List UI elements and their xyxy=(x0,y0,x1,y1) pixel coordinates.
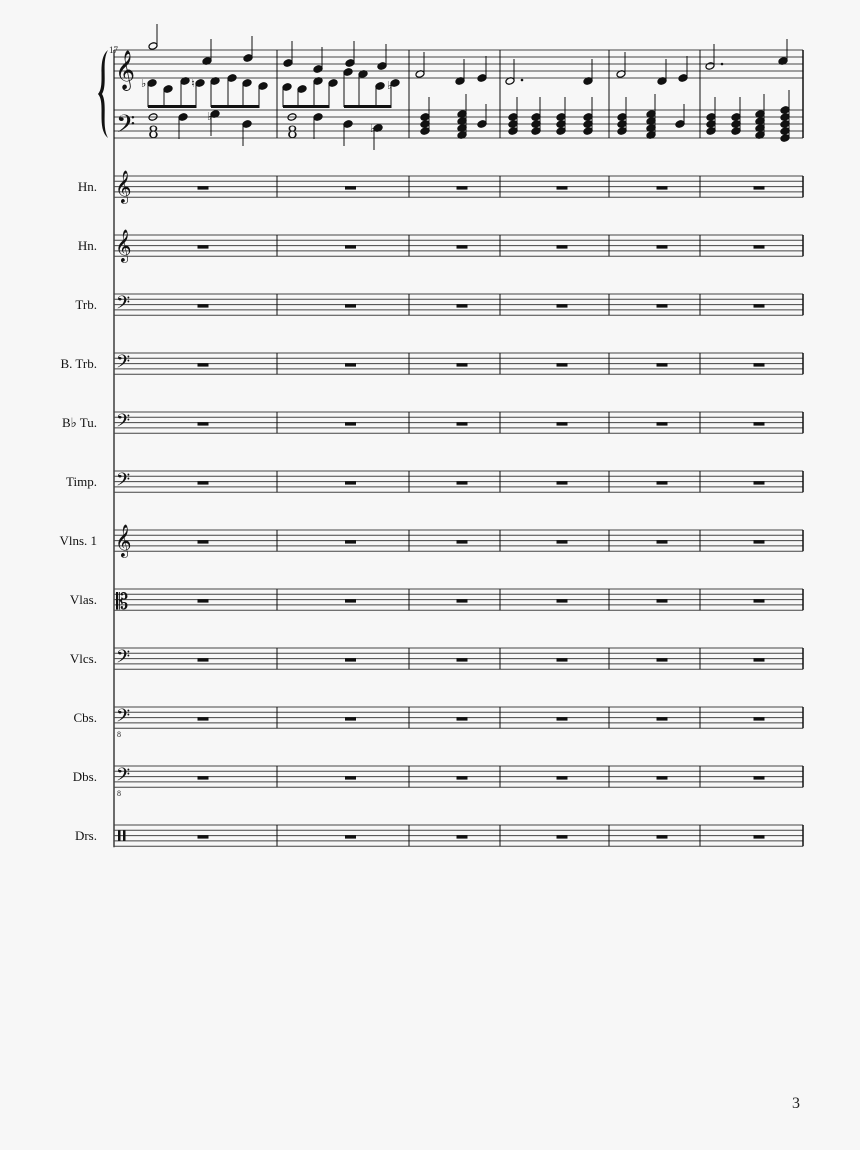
bass-clef: 𝄢 xyxy=(116,706,131,731)
whole-rest xyxy=(345,599,356,603)
chord-note xyxy=(780,120,790,129)
bass-clef: 𝄢 xyxy=(116,765,131,790)
chord-note xyxy=(420,120,430,129)
note-head xyxy=(283,59,293,68)
whole-rest xyxy=(457,776,468,780)
whole-rest xyxy=(345,422,356,426)
whole-rest xyxy=(557,599,568,603)
whole-rest xyxy=(657,540,668,544)
chord-note xyxy=(556,113,566,122)
whole-rest xyxy=(198,186,209,190)
whole-rest xyxy=(198,658,209,662)
treble-clef: 𝄞 xyxy=(115,170,132,203)
whole-rest xyxy=(657,599,668,603)
whole-rest xyxy=(657,422,668,426)
whole-rest xyxy=(198,363,209,367)
whole-rest xyxy=(557,481,568,485)
whole-rest xyxy=(557,776,568,780)
whole-rest xyxy=(557,540,568,544)
treble-clef: 𝄞 xyxy=(115,524,132,557)
whole-rest xyxy=(657,776,668,780)
whole-rest xyxy=(345,776,356,780)
flat-accidental: ♭ xyxy=(370,122,376,135)
chord-note xyxy=(731,127,741,136)
chord-note xyxy=(531,113,541,122)
whole-rest xyxy=(657,304,668,308)
chord-note xyxy=(706,127,716,136)
chord-note xyxy=(508,127,518,136)
whole-rest xyxy=(557,658,568,662)
treble-clef: 𝄞 xyxy=(115,50,136,90)
chord-note xyxy=(731,120,741,129)
instrument-label: B. Trb. xyxy=(60,356,97,371)
whole-rest xyxy=(345,186,356,190)
chord-note xyxy=(780,113,790,122)
eighth-note-head xyxy=(328,79,338,88)
whole-rest xyxy=(657,363,668,367)
bass-clef: 𝄢 xyxy=(116,352,131,377)
note-head xyxy=(148,42,158,51)
whole-rest xyxy=(657,717,668,721)
chord-note xyxy=(675,120,685,129)
chord-note xyxy=(531,120,541,129)
whole-rest xyxy=(754,835,765,839)
note-head xyxy=(243,54,253,63)
whole-rest xyxy=(198,304,209,308)
eighth-note-head xyxy=(227,74,237,83)
eighth-note-head xyxy=(343,68,353,77)
whole-rest xyxy=(198,835,209,839)
whole-rest xyxy=(657,186,668,190)
eighth-note-head xyxy=(297,85,307,94)
chord-note xyxy=(531,127,541,136)
chord-note xyxy=(583,113,593,122)
whole-rest xyxy=(198,422,209,426)
chord-note xyxy=(780,134,790,143)
chord-note xyxy=(780,106,790,115)
beam xyxy=(344,105,392,108)
chord-note xyxy=(583,127,593,136)
whole-rest xyxy=(345,658,356,662)
instrument-label: Vlas. xyxy=(69,592,97,607)
whole-rest xyxy=(754,658,765,662)
instrument-label: Hn. xyxy=(77,238,97,253)
chord-note xyxy=(617,127,627,136)
whole-rest xyxy=(198,245,209,249)
whole-rest xyxy=(754,481,765,485)
whole-rest xyxy=(457,186,468,190)
whole-rest xyxy=(557,304,568,308)
chord-figure: 8 xyxy=(148,123,159,143)
bass-clef: 𝄢 xyxy=(116,411,131,436)
whole-rest xyxy=(754,245,765,249)
beam xyxy=(148,105,197,108)
eighth-note-head xyxy=(163,85,173,94)
whole-rest xyxy=(345,245,356,249)
beam xyxy=(211,105,260,108)
bass-clef: 𝄢 xyxy=(116,293,131,318)
whole-rest xyxy=(557,835,568,839)
whole-rest xyxy=(345,540,356,544)
whole-rest xyxy=(457,540,468,544)
whole-rest xyxy=(198,717,209,721)
whole-rest xyxy=(198,540,209,544)
eighth-note-head xyxy=(242,79,252,88)
whole-rest xyxy=(557,245,568,249)
eighth-note-head xyxy=(282,83,292,92)
whole-rest xyxy=(754,540,765,544)
eighth-note-head xyxy=(375,82,385,91)
treble-clef: 𝄞 xyxy=(115,229,132,262)
whole-rest xyxy=(457,304,468,308)
whole-rest xyxy=(345,717,356,721)
note-head xyxy=(313,113,323,122)
bass-clef: 𝄢 xyxy=(116,470,131,495)
note-head xyxy=(242,120,252,129)
instrument-label: Dbs. xyxy=(72,769,97,784)
whole-rest xyxy=(198,599,209,603)
whole-rest xyxy=(557,717,568,721)
eighth-note-head xyxy=(195,79,205,88)
octave-mark: 8 xyxy=(117,730,121,739)
chord-note xyxy=(706,120,716,129)
octave-mark: 8 xyxy=(117,789,121,798)
measure-number: 17 xyxy=(109,45,118,55)
whole-rest xyxy=(457,481,468,485)
whole-rest xyxy=(754,363,765,367)
note-head xyxy=(313,65,323,74)
whole-rest xyxy=(457,422,468,426)
whole-rest xyxy=(457,599,468,603)
instrument-label: Timp. xyxy=(66,474,97,489)
whole-rest xyxy=(345,304,356,308)
whole-rest xyxy=(457,658,468,662)
whole-rest xyxy=(457,717,468,721)
whole-rest xyxy=(754,304,765,308)
alto-clef: 𝄡 xyxy=(116,590,129,615)
bass-clef: 𝄢 xyxy=(116,647,131,672)
chord-note xyxy=(420,113,430,122)
whole-rest xyxy=(557,186,568,190)
whole-rest xyxy=(457,245,468,249)
note-head xyxy=(178,113,188,122)
flat-accidental: ♭ xyxy=(141,77,147,90)
instrument-label: B♭ Tu. xyxy=(61,415,97,430)
flat-accidental: ♭ xyxy=(387,79,393,92)
flat-accidental: ♭ xyxy=(207,110,213,123)
eighth-note-head xyxy=(258,82,268,91)
instrument-label: Vlns. 1 xyxy=(59,533,97,548)
whole-rest xyxy=(198,776,209,780)
eighth-note-head xyxy=(147,79,157,88)
note-head xyxy=(705,62,715,71)
whole-rest xyxy=(754,422,765,426)
whole-rest xyxy=(754,599,765,603)
whole-rest xyxy=(345,481,356,485)
bass-clef: 𝄢 xyxy=(116,110,136,145)
chord-note xyxy=(706,113,716,122)
whole-rest xyxy=(557,363,568,367)
chord-note xyxy=(556,120,566,129)
instrument-label: Vlcs. xyxy=(69,651,97,666)
beam xyxy=(283,105,330,108)
whole-rest xyxy=(345,835,356,839)
chord-note xyxy=(508,120,518,129)
whole-rest xyxy=(457,363,468,367)
whole-rest xyxy=(345,363,356,367)
chord-note xyxy=(780,127,790,136)
whole-rest xyxy=(657,835,668,839)
percussion-clef xyxy=(123,830,126,841)
chord-note xyxy=(731,113,741,122)
whole-rest xyxy=(657,658,668,662)
page-number: 3 xyxy=(792,1095,800,1112)
whole-rest xyxy=(557,422,568,426)
whole-rest xyxy=(198,481,209,485)
note-head xyxy=(377,62,387,71)
dot xyxy=(721,63,724,66)
instrument-label: Drs. xyxy=(74,828,97,843)
whole-rest xyxy=(657,481,668,485)
note-head xyxy=(477,74,487,83)
note-head xyxy=(345,59,355,68)
chord-note xyxy=(508,113,518,122)
note-head xyxy=(678,74,688,83)
instrument-label: Trb. xyxy=(75,297,97,312)
whole-rest xyxy=(754,186,765,190)
instrument-label: Cbs. xyxy=(73,710,97,725)
whole-rest xyxy=(754,717,765,721)
chord-note xyxy=(420,127,430,136)
whole-rest xyxy=(754,776,765,780)
percussion-clef xyxy=(118,830,121,841)
chord-note xyxy=(583,120,593,129)
brace xyxy=(98,50,108,138)
whole-rest xyxy=(657,245,668,249)
chord-note xyxy=(556,127,566,136)
whole-rest xyxy=(457,835,468,839)
note-head xyxy=(343,120,353,129)
chord-note xyxy=(617,120,627,129)
dot xyxy=(521,79,524,82)
chord-note xyxy=(477,120,487,129)
natural-accidental: ♮ xyxy=(191,77,195,90)
instrument-label: Hn. xyxy=(77,179,97,194)
chord-figure: 8 xyxy=(287,123,298,143)
chord-note xyxy=(617,113,627,122)
